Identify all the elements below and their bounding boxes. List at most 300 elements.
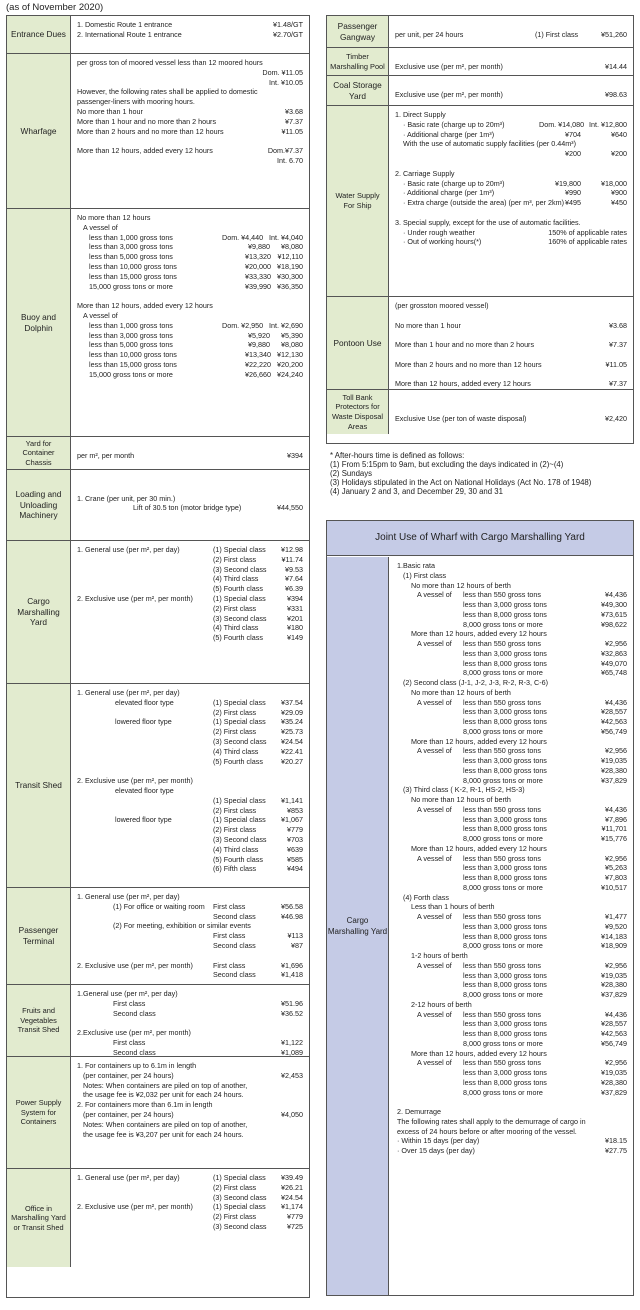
rate-text: More than 2 hours and no more than 12 hours	[77, 126, 224, 136]
rate-line	[395, 62, 627, 72]
rate-value: ¥39.49	[281, 1173, 303, 1182]
rate-text: less than 8,000 gross tons	[463, 980, 547, 990]
rate-line	[395, 20, 627, 30]
rate-value: Dom. ¥11.05	[262, 67, 303, 77]
rate-text: 3. Special supply, except for the use of automatic facilities.	[395, 217, 581, 227]
rate-text: the usage fee is ¥3,207 per unit for each 24 hours.	[83, 1129, 244, 1139]
rate-line	[77, 242, 303, 252]
rate-text: ¥5,920	[248, 330, 270, 340]
rate-text: 2. Carriage Supply	[395, 168, 455, 178]
rate-text: (3) Second class	[213, 564, 267, 574]
joint-rate-line	[397, 1000, 627, 1010]
joint-rate-line	[397, 932, 627, 942]
joint-rate-line	[397, 873, 627, 883]
rate-line	[77, 1071, 303, 1081]
joint-rate-line	[397, 1136, 627, 1146]
row-content-toll-bank	[389, 390, 633, 434]
rate-text: · Basic rate (charge up to 20m³)	[403, 178, 505, 188]
rate-text: less than 550 gross tons	[463, 804, 541, 814]
rate-text: (4) Third class	[213, 574, 259, 584]
rate-text: Lift of 30.5 ton (motor bridge type)	[133, 503, 242, 513]
rate-text: less than 8,000 gross tons	[463, 824, 547, 834]
rate-text: per m², per month	[77, 450, 135, 460]
rate-text: 8,000 gross tons or more	[463, 668, 543, 678]
rate-text: (1) Special class	[213, 697, 266, 707]
rate-value: ¥15,776	[601, 834, 627, 843]
rate-text: · Out of working hours(*)	[403, 237, 482, 247]
row-office-yard	[7, 1169, 309, 1267]
rate-value: ¥8,080	[281, 242, 303, 252]
rate-value: ¥11.74	[281, 554, 303, 564]
rate-text: No more than 1 hour	[395, 320, 461, 330]
row-label-wharfage: Wharfage	[7, 54, 71, 208]
rate-text: ¥9,880	[248, 242, 270, 252]
joint-rate-line	[397, 766, 627, 776]
rate-value: ¥28,557	[601, 707, 627, 717]
rate-value: ¥49,070	[601, 658, 627, 668]
rate-text: (2) First class	[213, 1182, 257, 1192]
rate-line	[77, 806, 303, 816]
row-passenger-terminal	[7, 888, 309, 985]
rate-value: ¥24,240	[277, 369, 303, 379]
rate-line	[395, 350, 627, 360]
rate-text: ¥26,660	[245, 369, 271, 379]
rate-text: ¥19,800	[555, 178, 581, 188]
rate-value: ¥113	[287, 931, 303, 941]
rate-value: ¥853	[287, 805, 303, 815]
rate-text: less than 5,000 gross tons	[89, 252, 173, 262]
rate-text: (3) Second class	[213, 1192, 267, 1202]
rate-text: 1. Direct Supply	[395, 110, 446, 119]
joint-rate-line	[397, 863, 627, 873]
rate-text: ¥20,000	[245, 261, 271, 271]
rate-value: ¥12,130	[277, 350, 303, 360]
rate-line	[77, 213, 303, 223]
rate-line	[77, 555, 303, 565]
rate-line	[77, 951, 303, 961]
rate-text: (2) First class	[213, 554, 257, 564]
row-label-gangway: Passenger Gangway	[327, 16, 389, 47]
rate-value: ¥7.37	[285, 116, 303, 126]
rate-text: less than 3,000 gross tons	[463, 648, 547, 658]
rate-line	[395, 149, 627, 159]
row-label-transit-shed: Transit Shed	[7, 684, 71, 887]
rate-value: ¥10,517	[601, 882, 627, 892]
rate-text: 2. For containers more than 6.1m in length	[77, 1100, 213, 1110]
row-content-gangway	[389, 16, 633, 47]
rate-value: ¥2,453	[281, 1070, 303, 1080]
rate-text: · Additional charge (per 1m³)	[403, 188, 495, 198]
rate-value: ¥394	[287, 593, 303, 603]
rate-value: ¥28,380	[601, 765, 627, 775]
row-content-cargo-yard	[71, 541, 309, 683]
rate-line	[395, 30, 627, 40]
rate-text: 2.Exclusive use (per m², per month)	[77, 1028, 191, 1038]
rate-text: With the use of automatic supply facilities (per 0.44m³)	[403, 139, 576, 149]
rate-value: ¥22.41	[281, 746, 303, 756]
rate-text: 1.Basic rata	[397, 561, 435, 570]
note-line: (4) January 2 and 3, and December 29, 30 and 31	[330, 486, 503, 496]
rate-value: ¥331	[287, 603, 303, 613]
rate-text: less than 8,000 gross tons	[463, 931, 547, 941]
row-content-office-yard	[71, 1169, 309, 1267]
rate-text: (4) Forth class	[403, 892, 449, 902]
rate-line	[77, 825, 303, 835]
rate-text: (1) Special class	[213, 1173, 266, 1182]
joint-rate-line	[397, 1058, 627, 1068]
row-label-container-yard: Yard for Container Chassis	[7, 437, 71, 469]
rate-line	[77, 233, 303, 243]
rate-value: ¥35.24	[281, 717, 303, 727]
rate-line	[77, 1110, 303, 1120]
rate-line	[77, 845, 303, 855]
row-label-entrance-dues: Entrance Dues	[7, 16, 71, 53]
rate-line	[77, 360, 303, 370]
rate-text: (per grosston moored vessel)	[395, 301, 489, 310]
rate-text: ¥13,320	[245, 252, 271, 262]
rate-line	[395, 237, 627, 247]
rate-value: ¥1,122	[281, 1037, 303, 1047]
rate-line	[77, 892, 303, 902]
rate-value: ¥1,418	[281, 970, 303, 980]
rate-line	[395, 80, 627, 90]
rate-value: ¥73,615	[601, 609, 627, 619]
rate-text: No more than 1 hour	[77, 106, 143, 116]
rate-line	[395, 360, 627, 370]
rate-text: less than 8,000 gross tons	[463, 717, 547, 726]
rate-value: ¥98,622	[601, 619, 627, 629]
rate-text: 8,000 gross tons or more	[463, 1087, 543, 1097]
rate-text: (2) First class	[213, 825, 257, 835]
row-content-coal-yard	[389, 76, 633, 105]
rate-line	[395, 379, 627, 389]
rate-text: per gross ton of moored vessel less than 12 moored hours	[77, 58, 263, 67]
joint-rate-line	[397, 961, 627, 971]
row-water-supply	[327, 106, 633, 297]
rate-line	[77, 1222, 303, 1232]
rate-line	[77, 1193, 303, 1203]
joint-rate-line	[397, 990, 627, 1000]
rate-text: lowered floor type	[115, 717, 172, 727]
rate-text: (1) First class	[403, 570, 447, 580]
rate-text: More than 12 hours, added every 12 hours	[411, 736, 547, 746]
rate-value: ¥42,563	[601, 717, 627, 726]
rate-line	[77, 1009, 303, 1019]
rate-value: ¥4,436	[605, 697, 627, 707]
row-content-water-supply	[389, 106, 633, 296]
rate-text: · Basic rate (charge up to 20m³)	[403, 119, 505, 129]
joint-rate-line	[397, 1127, 627, 1137]
rate-text: However, the following rates shall be applied to domestic	[77, 87, 258, 97]
joint-rate-line	[397, 776, 627, 786]
rate-text: · Under rough weather	[403, 227, 475, 237]
rate-text: less than 550 gross tons	[463, 1009, 541, 1019]
rate-value: ¥51,260	[601, 29, 627, 39]
rate-line	[77, 1212, 303, 1222]
rate-value: ¥11,701	[601, 824, 627, 834]
rate-text: less than 3,000 gross tons	[463, 970, 547, 980]
joint-rate-line	[397, 893, 627, 903]
row-content-timber-pool	[389, 48, 633, 75]
rate-line	[77, 301, 303, 311]
rate-value: ¥180	[287, 623, 303, 633]
rate-value: ¥725	[287, 1221, 303, 1231]
rate-text: less than 3,000 gross tons	[463, 1068, 547, 1077]
joint-use-title: Joint Use of Wharf with Cargo Marshalling Yard	[327, 521, 633, 556]
rate-text: First class	[213, 931, 246, 941]
row-power-supply	[7, 1057, 309, 1169]
row-label-office-yard: Office in Marshalling Yard or Transit Shed	[7, 1169, 71, 1267]
rate-value: ¥56.58	[281, 901, 303, 911]
rate-text: A vessel of	[417, 697, 452, 707]
rate-text: Exclusive Use (per ton of waste disposal)	[395, 413, 527, 423]
rate-line	[77, 58, 303, 68]
row-label-toll-bank: Toll Bank Protectors for Waste Disposal Areas	[327, 390, 389, 434]
rate-line	[77, 912, 303, 922]
rate-line	[77, 757, 303, 767]
joint-rate-line	[397, 1117, 627, 1127]
rate-value: ¥19,035	[601, 756, 627, 765]
row-label-water-supply: Water Supply For Ship	[327, 106, 389, 296]
rate-text: 2. International Route 1 entrance	[77, 29, 182, 39]
rate-line	[395, 321, 627, 331]
rate-text: First class	[213, 901, 246, 911]
row-buoy	[7, 209, 309, 437]
rate-text: More than 12 hours, added every 12 hours	[395, 379, 531, 389]
row-content-pontoon	[389, 297, 633, 389]
rate-value: ¥19,035	[601, 1068, 627, 1077]
rate-text: A vessel of	[417, 590, 452, 600]
rate-value: ¥24.54	[281, 1192, 303, 1202]
rate-value: ¥18,000	[601, 178, 627, 188]
joint-rate-line	[397, 639, 627, 649]
rate-line	[77, 503, 303, 513]
rate-text: less than 10,000 gross tons	[89, 261, 177, 271]
rate-text: 8,000 gross tons or more	[463, 775, 543, 785]
rate-value: ¥1,696	[281, 960, 303, 970]
rate-value: ¥18.15	[605, 1136, 627, 1146]
rate-line	[77, 1173, 303, 1183]
rate-value: ¥450	[611, 198, 627, 208]
rate-value: ¥639	[287, 844, 303, 854]
rate-text: · Extra charge (outside the area) (per m³, per 2km)	[403, 198, 564, 208]
rate-text: less than 550 gross tons	[463, 912, 541, 921]
rate-value: ¥779	[287, 1212, 303, 1222]
rate-value: ¥18,909	[601, 941, 627, 951]
rate-value: ¥494	[287, 864, 303, 874]
rate-text: 15,000 gross tons or more	[89, 281, 173, 291]
rate-text: (2) First class	[213, 727, 257, 737]
rate-text: less than 3,000 gross tons	[463, 600, 547, 609]
rate-line	[77, 989, 303, 999]
rate-text: less than 550 gross tons	[463, 590, 541, 600]
rate-line	[77, 902, 303, 912]
rate-value: ¥51.96	[281, 998, 303, 1008]
rate-value: ¥26.21	[281, 1182, 303, 1192]
row-coal-yard	[327, 76, 633, 106]
rate-value: 150% of applicable rates	[548, 227, 627, 237]
rate-line	[77, 370, 303, 380]
rate-text: (2) First class	[213, 707, 257, 717]
rate-line	[77, 545, 303, 555]
rate-text: 1.General use (per m², per day)	[77, 989, 178, 998]
row-label-buoy: Buoy and Dolphin	[7, 209, 71, 436]
rate-value: Int. 6.70	[277, 155, 303, 165]
rate-text: Dom. ¥14,080	[539, 119, 585, 129]
joint-rate-line	[397, 854, 627, 864]
rate-text: ¥22,220	[245, 359, 271, 369]
rate-text: ¥33,330	[245, 271, 271, 281]
rate-line	[395, 52, 627, 62]
rate-line	[77, 107, 303, 117]
rate-value: ¥11.05	[281, 126, 303, 136]
joint-rate-line	[397, 1146, 627, 1156]
rate-line	[77, 350, 303, 360]
rate-text: Notes: When containers are piled on top of another,	[83, 1080, 248, 1090]
rate-text: ¥990	[565, 188, 581, 198]
joint-rate-line	[397, 1078, 627, 1088]
rate-value: ¥98.63	[605, 89, 627, 99]
rate-line	[77, 340, 303, 350]
rate-text: 1. General use (per m², per day)	[77, 1173, 180, 1182]
row-container-yard	[7, 437, 309, 470]
rate-text: More than 12 hours, added every 12 hours	[77, 301, 213, 311]
rate-line	[77, 815, 303, 825]
rate-text: Dom. ¥4,440	[222, 232, 264, 242]
rate-text: less than 8,000 gross tons	[463, 1029, 547, 1038]
rate-value: ¥28,557	[601, 1019, 627, 1029]
joint-use-table	[326, 520, 634, 1296]
rate-text: 1. Crane (per unit, per 30 min.)	[77, 493, 176, 503]
row-content-entrance-dues	[71, 16, 309, 53]
rate-line	[77, 1090, 303, 1100]
rate-text: excess of 24 hours before or after mooring of the vessel.	[397, 1126, 577, 1136]
rate-line	[77, 1202, 303, 1212]
rate-text: First class	[113, 1037, 146, 1047]
joint-rate-line	[397, 815, 627, 825]
rate-text: less than 550 gross tons	[463, 1058, 541, 1068]
rate-text: less than 1,000 gross tons	[89, 320, 173, 330]
rate-value: ¥5,390	[281, 330, 303, 340]
rate-value: ¥27.75	[605, 1146, 627, 1155]
rate-value: ¥1,174	[281, 1202, 303, 1212]
rate-text: (2) First class	[213, 1212, 257, 1222]
rate-text: 2-12 hours of berth	[411, 999, 472, 1009]
rate-text: 2. Exclusive use (per m², per month)	[77, 593, 193, 603]
rate-line	[77, 311, 303, 321]
joint-rate-line	[397, 805, 627, 815]
rate-line	[77, 698, 303, 708]
row-gangway	[327, 16, 633, 48]
joint-rate-line	[397, 824, 627, 834]
rate-text: A vessel of	[417, 746, 452, 756]
rate-value: ¥37,829	[601, 990, 627, 999]
rate-line	[77, 252, 303, 262]
rate-line	[77, 494, 303, 504]
rate-text: A vessel of	[83, 222, 118, 232]
rate-value: ¥2,956	[605, 746, 627, 756]
rate-text: less than 8,000 gross tons	[463, 658, 547, 668]
joint-rate-line	[397, 1019, 627, 1029]
rate-value: ¥6.39	[285, 584, 303, 594]
rate-value: ¥1,067	[281, 815, 303, 825]
rate-text: less than 8,000 gross tons	[463, 765, 547, 775]
rate-line	[77, 737, 303, 747]
rate-text: less than 15,000 gross tons	[89, 271, 177, 281]
rate-line	[77, 786, 303, 796]
rate-value: ¥20,200	[277, 359, 303, 369]
joint-use-content	[389, 557, 633, 1295]
joint-rate-line	[397, 980, 627, 990]
joint-rate-line	[397, 785, 627, 795]
rate-text: 8,000 gross tons or more	[463, 726, 543, 736]
rate-line	[77, 146, 303, 156]
rate-text: (3) Second class	[213, 736, 267, 746]
rate-text: the usage fee is ¥2,032 per unit for each 24 hours.	[83, 1090, 244, 1100]
rate-value: ¥7.37	[609, 379, 627, 389]
rate-text: (per container, per 24 hours)	[83, 1109, 174, 1119]
rate-text: No more than 12 hours of berth	[411, 687, 511, 697]
rate-text: A vessel of	[417, 1058, 452, 1068]
rate-line	[77, 1183, 303, 1193]
rate-line	[77, 223, 303, 233]
rate-text: (2) For meeting, exhibition or similar events	[113, 921, 251, 931]
rate-text: (1) Special class	[213, 717, 266, 727]
row-label-passenger-terminal: Passenger Terminal	[7, 888, 71, 984]
rate-line	[395, 90, 627, 100]
joint-rate-line	[397, 1010, 627, 1020]
rate-text: More than 12 hours, added every 12 hours	[411, 1048, 547, 1058]
after-hours-notes	[330, 452, 635, 497]
rate-text: (5) Fourth class	[213, 584, 263, 594]
rate-text: ¥13,340	[245, 350, 271, 360]
rate-line	[77, 136, 303, 146]
rate-text: lowered floor type	[115, 815, 172, 825]
joint-rate-line	[397, 561, 627, 571]
rate-text: 2. Exclusive use (per m², per month)	[77, 960, 193, 970]
rate-line	[77, 999, 303, 1009]
rate-line	[77, 941, 303, 951]
rate-line	[77, 262, 303, 272]
rate-text: No more than 12 hours of berth	[411, 795, 511, 804]
row-label-coal-yard: Coal Storage Yard	[327, 76, 389, 105]
rate-line	[77, 1018, 303, 1028]
rate-value: ¥3.68	[609, 320, 627, 330]
rate-value: ¥585	[287, 854, 303, 864]
rate-text: · Over 15 days (per day)	[397, 1146, 475, 1155]
rate-text: (1) Special class	[213, 815, 266, 825]
joint-rate-line	[397, 1029, 627, 1039]
rate-text: The following rates shall apply to the demurrage of cargo in	[397, 1116, 586, 1126]
rate-text: ¥704	[565, 129, 581, 139]
joint-rate-line	[397, 941, 627, 951]
rate-line	[395, 404, 627, 414]
rate-text: (3) Second class	[213, 1221, 267, 1231]
rate-line	[395, 208, 627, 218]
rate-text: 8,000 gross tons or more	[463, 941, 543, 951]
rate-text: less than 550 gross tons	[463, 639, 541, 648]
rate-text: Second class	[213, 911, 256, 921]
rate-line	[395, 301, 627, 311]
row-toll-bank	[327, 390, 633, 434]
row-content-container-yard	[71, 437, 309, 469]
rate-text: A vessel of	[417, 639, 452, 648]
rate-value: ¥14,183	[601, 931, 627, 941]
rate-text: 15,000 gross tons or more	[89, 369, 173, 379]
rate-line	[77, 441, 303, 451]
rate-text: More than 12 hours, added every 12 hours	[411, 629, 547, 639]
rate-text: (1) Special class	[213, 1202, 266, 1212]
